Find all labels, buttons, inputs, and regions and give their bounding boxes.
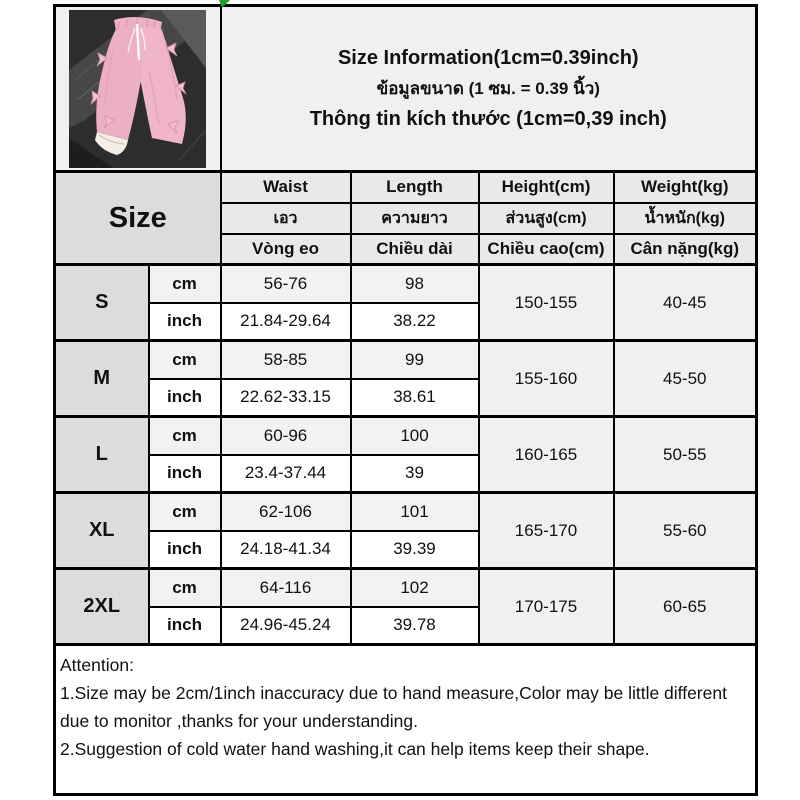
unit-label-cm: cm	[149, 341, 221, 379]
waist-inch-value: 23.4-37.44	[221, 455, 351, 493]
unit-label-inch: inch	[149, 303, 221, 341]
header-length-th: ความยาว	[351, 203, 479, 234]
title-english: Size Information(1cm=0.39inch)	[337, 46, 639, 69]
attention-heading: Attention:	[60, 655, 134, 675]
height-value: 160-165	[479, 417, 614, 493]
title-thai: ข้อมูลขนาด (1 ซม. = 0.39 นิ้ว)	[376, 78, 600, 98]
length-inch-value: 38.61	[351, 379, 479, 417]
size-label: XL	[55, 493, 149, 569]
length-cm-value: 101	[351, 493, 479, 531]
unit-label-cm: cm	[149, 493, 221, 531]
length-cm-value: 100	[351, 417, 479, 455]
length-cm-value: 102	[351, 569, 479, 607]
unit-label-cm: cm	[149, 417, 221, 455]
header-waist-vi: Vòng eo	[221, 234, 351, 265]
unit-label-inch: inch	[149, 531, 221, 569]
header-length-vi: Chiều dài	[351, 234, 479, 265]
size-label: S	[55, 265, 149, 341]
header-height-vi: Chiều cao(cm)	[479, 234, 614, 265]
header-length-en: Length	[351, 172, 479, 203]
product-image-cell	[55, 6, 221, 172]
title-vietnamese: Thông tin kích thước (1cm=0,39 inch)	[309, 107, 667, 130]
pink-pants-illustration	[69, 10, 206, 168]
waist-cm-value: 58-85	[221, 341, 351, 379]
header-waist-th: เอว	[221, 203, 351, 234]
height-value: 170-175	[479, 569, 614, 645]
weight-value: 60-65	[614, 569, 757, 645]
header-weight-vi: Cân nặng(kg)	[614, 234, 757, 265]
size-label: L	[55, 417, 149, 493]
header-weight-th: น้ำหนัก(kg)	[614, 203, 757, 234]
length-inch-value: 39.39	[351, 531, 479, 569]
size-chart-table	[53, 4, 758, 796]
header-height-th: ส่วนสูง(cm)	[479, 203, 614, 234]
height-value: 165-170	[479, 493, 614, 569]
weight-value: 55-60	[614, 493, 757, 569]
waist-cm-value: 62-106	[221, 493, 351, 531]
size-label: 2XL	[55, 569, 149, 645]
product-photo	[69, 10, 206, 168]
waist-inch-value: 24.18-41.34	[221, 531, 351, 569]
attention-item: 1.Size may be 2cm/1inch inaccuracy due to hand measure,Color may be little different due to monitor ,thanks for your understanding.	[60, 683, 727, 731]
height-value: 155-160	[479, 341, 614, 417]
unit-label-cm: cm	[149, 265, 221, 303]
size-label: M	[55, 341, 149, 417]
attention-item: 2.Suggestion of cold water hand washing,it can help items keep their shape.	[60, 739, 650, 759]
unit-label-inch: inch	[149, 379, 221, 417]
waist-inch-value: 22.62-33.15	[221, 379, 351, 417]
length-cm-value: 99	[351, 341, 479, 379]
length-inch-value: 38.22	[351, 303, 479, 341]
weight-value: 40-45	[614, 265, 757, 341]
length-inch-value: 39.78	[351, 607, 479, 645]
length-inch-value: 39	[351, 455, 479, 493]
waist-cm-value: 64-116	[221, 569, 351, 607]
waist-inch-value: 24.96-45.24	[221, 607, 351, 645]
unit-label-cm: cm	[149, 569, 221, 607]
green-corner-mark-icon	[219, 0, 231, 9]
height-value: 150-155	[479, 265, 614, 341]
header-height-en: Height(cm)	[479, 172, 614, 203]
attention-note	[55, 645, 757, 795]
unit-label-inch: inch	[149, 455, 221, 493]
waist-cm-value: 60-96	[221, 417, 351, 455]
header-waist-en: Waist	[221, 172, 351, 203]
header-weight-en: Weight(kg)	[614, 172, 757, 203]
waist-inch-value: 21.84-29.64	[221, 303, 351, 341]
weight-value: 45-50	[614, 341, 757, 417]
unit-label-inch: inch	[149, 607, 221, 645]
length-cm-value: 98	[351, 265, 479, 303]
size-header-cell: Size	[55, 172, 221, 265]
weight-value: 50-55	[614, 417, 757, 493]
waist-cm-value: 56-76	[221, 265, 351, 303]
title-cell	[221, 6, 757, 172]
